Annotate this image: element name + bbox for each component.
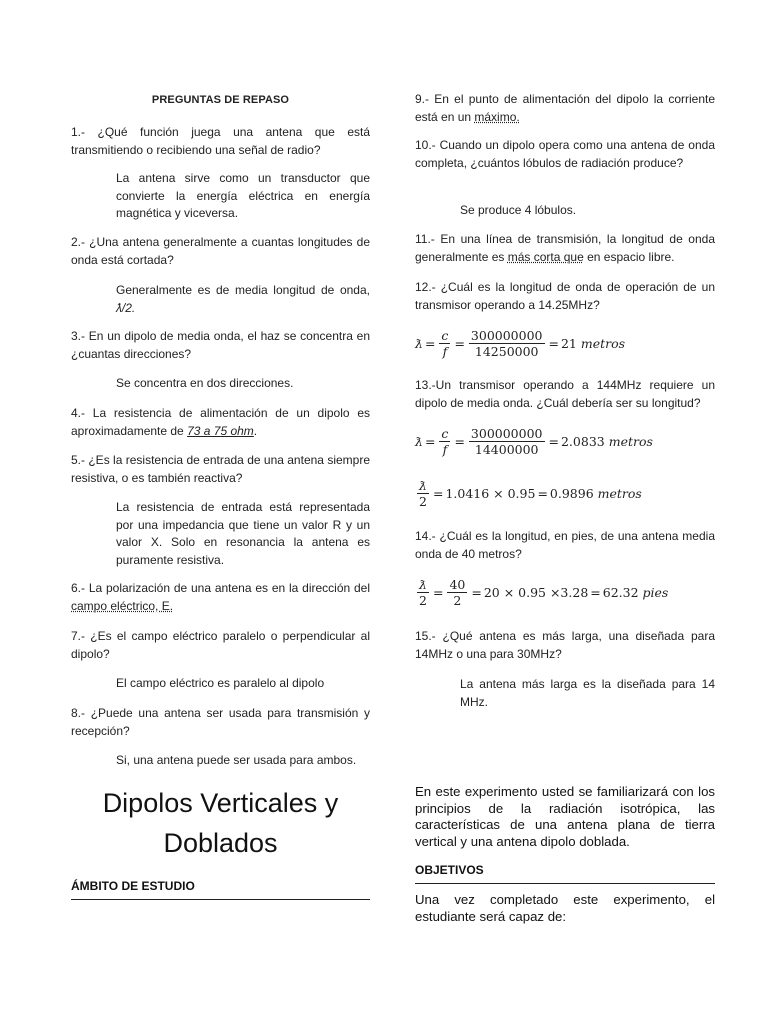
- question-12: 12.- ¿Cuál es la longitud de onda de operación de un transmisor operando a 14.25MHz?: [415, 280, 715, 312]
- eq12-fraction: [469, 328, 545, 359]
- question-8: 8.- ¿Puede una antena ser usada para transmisión y recepción?: [71, 706, 370, 738]
- eq12-lambda: ƛ: [415, 336, 423, 351]
- scope-heading: ÁMBITO DE ESTUDIO: [71, 879, 370, 900]
- eq14-expr: 20 × 0.95 ×3.28: [483, 585, 589, 600]
- eq13b-unit: metros: [597, 486, 642, 501]
- objectives-heading: OBJETIVOS: [415, 863, 715, 884]
- eq13a-c-over-f: [439, 426, 450, 457]
- question-7: 7.- ¿Es el campo eléctrico paralelo o perpendicular al dipolo?: [71, 629, 370, 661]
- question-11: [415, 231, 715, 266]
- answer-3: Se concentra en dos direcciones.: [116, 376, 294, 390]
- eq14-equals-1: =: [432, 585, 444, 600]
- eq13b-two: 2: [419, 494, 427, 509]
- eq12-c-over-f: [439, 328, 450, 359]
- eq13a-unit: metros: [608, 434, 653, 449]
- eq14-denominator: 2: [453, 593, 462, 608]
- eq12-f: f: [442, 344, 448, 359]
- question-1: 1.- ¿Qué función juega una antena que está transmitiendo o recibiendo una señal de radio?: [71, 125, 370, 157]
- eq12-unit: metros: [580, 336, 626, 351]
- answer-2-text: Generalmente es de media longitud de onda,: [116, 283, 370, 297]
- eq12-numerator: 300000000: [470, 328, 543, 343]
- question-6-text: 6.- La polarización de una antena es en la dirección del: [71, 581, 370, 595]
- question-4-end: .: [253, 423, 258, 438]
- eq13a-result: 2.0833: [560, 434, 605, 449]
- question-14: 14.- ¿Cuál es la longitud, en pies, de una antena media onda de 40 metros?: [415, 529, 715, 561]
- question-6-answer: campo eléctrico, E.: [71, 598, 174, 613]
- eq14-lambda-over-2: [417, 577, 429, 608]
- answer-15: La antena más larga es la diseñada para 14 MHz.: [460, 677, 715, 709]
- question-2: 2.- ¿Una antena generalmente a cuantas longitudes de onda está cortada?: [71, 235, 370, 267]
- question-11-answer: más corta que: [507, 249, 584, 264]
- question-4: [71, 405, 370, 440]
- eq13a-lambda: ƛ: [415, 434, 423, 449]
- eq13a-equals-1: =: [424, 434, 436, 449]
- eq13b-expr: 1.0416 × 0.95: [445, 486, 536, 501]
- eq13b-equals-1: =: [432, 486, 444, 501]
- answer-2-formula: ƛ/2.: [116, 300, 136, 315]
- question-13: 13.-Un transmisor operando a 144MHz requiere un dipolo de media onda. ¿Cuál debería ser su longitud?: [415, 378, 715, 410]
- eq13b-equals-2: =: [537, 486, 548, 501]
- eq13a-denominator: 14400000: [474, 442, 539, 457]
- eq13a-c: c: [441, 426, 449, 441]
- eq14-unit: pies: [642, 585, 669, 600]
- eq13a-numerator: 300000000: [470, 426, 543, 441]
- question-6: [71, 580, 370, 615]
- answer-5: La resistencia de entrada está representada por una impedancia que tiene un valor R y un valor X. Solo en resonancia la antena es puramente resistiva.: [116, 500, 370, 567]
- eq13a-fraction: [469, 426, 545, 457]
- question-15: 15.- ¿Qué antena es más larga, una diseñada para 14MHz o una para 30MHz?: [415, 629, 715, 661]
- question-10: 10.- Cuando un dipolo opera como una antena de onda completa, ¿cuántos lóbulos de radiación produce?: [415, 138, 715, 170]
- eq12-equals-3: =: [548, 336, 559, 351]
- chapter-title: Dipolos Verticales y Doblados: [102, 788, 339, 858]
- answer-2: [71, 282, 370, 317]
- review-title: PREGUNTAS DE REPASO: [151, 94, 290, 106]
- answer-7: El campo eléctrico es paralelo al dipolo: [116, 676, 325, 690]
- answer-1: La antena sirve como un transductor que convierte la energía eléctrica en energía magnética y viceversa.: [116, 171, 370, 220]
- eq14-result: 62.32: [602, 585, 639, 600]
- eq12-result: 21: [560, 336, 577, 351]
- equation-13b: [415, 478, 715, 509]
- eq14-fraction: [447, 577, 467, 608]
- eq14-two: 2: [419, 593, 427, 608]
- eq12-denominator: 14250000: [474, 344, 539, 359]
- answer-8: Si, una antena puede ser usada para ambos.: [116, 753, 357, 767]
- eq12-c: c: [441, 328, 449, 343]
- eq12-equals-2: =: [454, 336, 465, 351]
- eq14-equals-3: =: [590, 585, 601, 600]
- eq13b-lambda: ƛ: [419, 478, 427, 493]
- eq13b-result: 0.9896: [549, 486, 594, 501]
- question-3: 3.- En un dipolo de media onda, el haz se concentra en ¿cuantas direcciones?: [71, 329, 370, 361]
- eq14-numerator: 40: [449, 577, 466, 592]
- question-4-text: 4.- La resistencia de alimentación de un dipolo es aproximadamente de: [71, 406, 370, 438]
- objectives-text: Una vez completado este experimento, el estudiante será capaz de:: [415, 892, 715, 924]
- eq13a-equals-2: =: [454, 434, 465, 449]
- question-9-text: 9.- En el punto de alimentación del dipolo la corriente está en un: [415, 92, 715, 124]
- equation-13a: [415, 426, 715, 457]
- question-4-answer: 73 a 75 ohm: [187, 423, 254, 438]
- question-11-text: 11.- En una línea de transmisión, la longitud de onda generalmente es: [415, 232, 715, 264]
- equation-12: [415, 328, 715, 359]
- eq13a-f: f: [442, 442, 448, 457]
- question-9: [415, 91, 715, 126]
- question-5: 5.- ¿Es la resistencia de entrada de una antena siempre resistiva, o es también reactiva?: [71, 453, 370, 485]
- chapter-intro: En este experimento usted se familiarizará con los principios de la radiación isotrópica, las características de una antena plana de tierra vertical y una antena dipolo doblada.: [415, 784, 715, 849]
- question-9-answer: máximo.: [474, 109, 520, 124]
- answer-10: Se produce 4 lóbulos.: [460, 203, 577, 217]
- eq14-lambda: ƛ: [419, 577, 427, 592]
- eq12-equals-1: =: [424, 336, 436, 351]
- eq14-equals-2: =: [471, 585, 482, 600]
- eq13b-lambda-over-2: [417, 478, 429, 509]
- equation-14: [415, 577, 715, 608]
- eq13a-equals-3: =: [548, 434, 559, 449]
- question-11-end: en espacio libre.: [587, 249, 675, 264]
